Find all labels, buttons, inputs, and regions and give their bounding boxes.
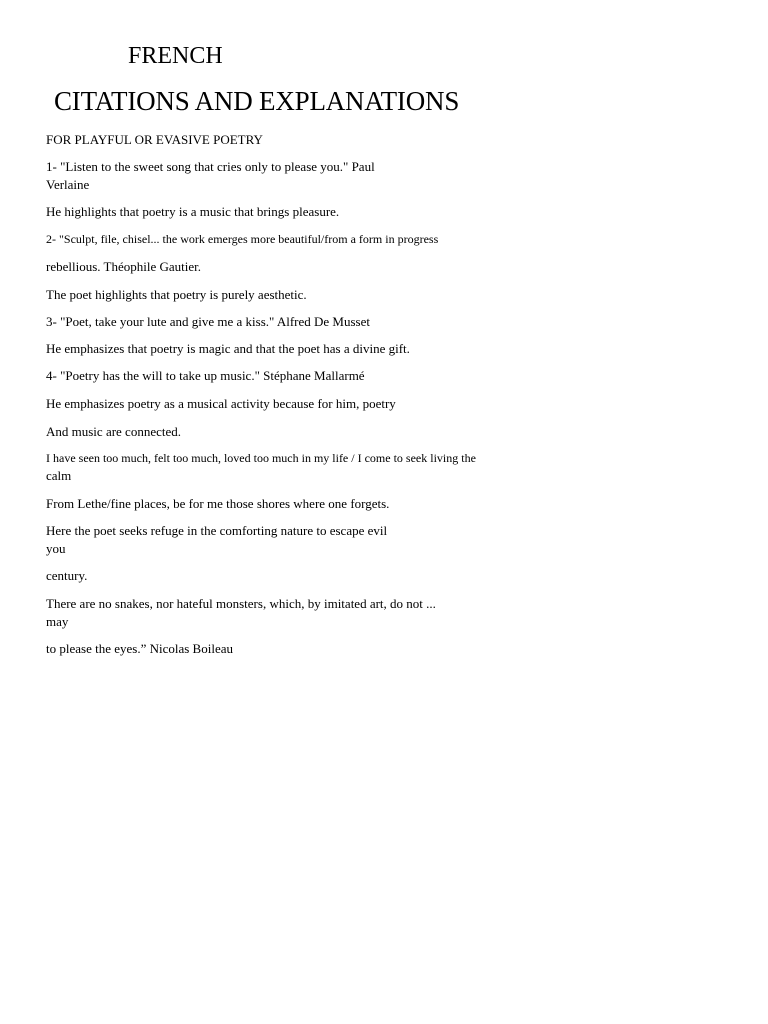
explanation-2: The poet highlights that poetry is purely aesthetic. [46, 287, 307, 302]
quote-1-author: Verlaine [46, 177, 90, 192]
explanation-4: He emphasizes poetry as a musical activity because for him, poetry [46, 396, 396, 411]
quote-5-wrap: calm [46, 468, 72, 483]
explanation-5-continuation: century. [46, 568, 88, 583]
quote-5: I have seen too much, felt too much, loved too much in my life / I come to seek living the [46, 451, 476, 465]
quote-4: 4- "Poetry has the will to take up music." Stéphane Mallarmé [46, 368, 365, 383]
page-title: CITATIONS AND EXPLANATIONS [54, 86, 460, 116]
explanation-4-continuation: And music are connected. [46, 424, 182, 439]
explanation-5-wrap: you [46, 541, 66, 556]
explanation-3: He emphasizes that poetry is magic and that the poet has a divine gift. [46, 341, 410, 356]
quote-6-wrap: may [46, 614, 69, 629]
explanation-5: Here the poet seeks refuge in the comforting nature to escape evil [46, 523, 388, 538]
subject-heading: FRENCH [128, 43, 223, 69]
quote-5-continuation: From Lethe/fine places, be for me those shores where one forgets. [46, 496, 390, 511]
quote-6-continuation: to please the eyes.” Nicolas Boileau [46, 641, 233, 656]
explanation-1: He highlights that poetry is a music that brings pleasure. [46, 204, 340, 219]
quote-3: 3- "Poet, take your lute and give me a kiss." Alfred De Musset [46, 314, 370, 329]
quote-1: 1- "Listen to the sweet song that cries only to please you." Paul [46, 159, 375, 174]
quote-2: 2- "Sculpt, file, chisel... the work emerges more beautiful/from a form in progress [46, 232, 439, 246]
section-heading: FOR PLAYFUL OR EVASIVE POETRY [46, 132, 263, 147]
quote-6: There are no snakes, nor hateful monsters, which, by imitated art, do not ... [46, 596, 436, 611]
quote-2-continuation: rebellious. Théophile Gautier. [46, 259, 201, 274]
